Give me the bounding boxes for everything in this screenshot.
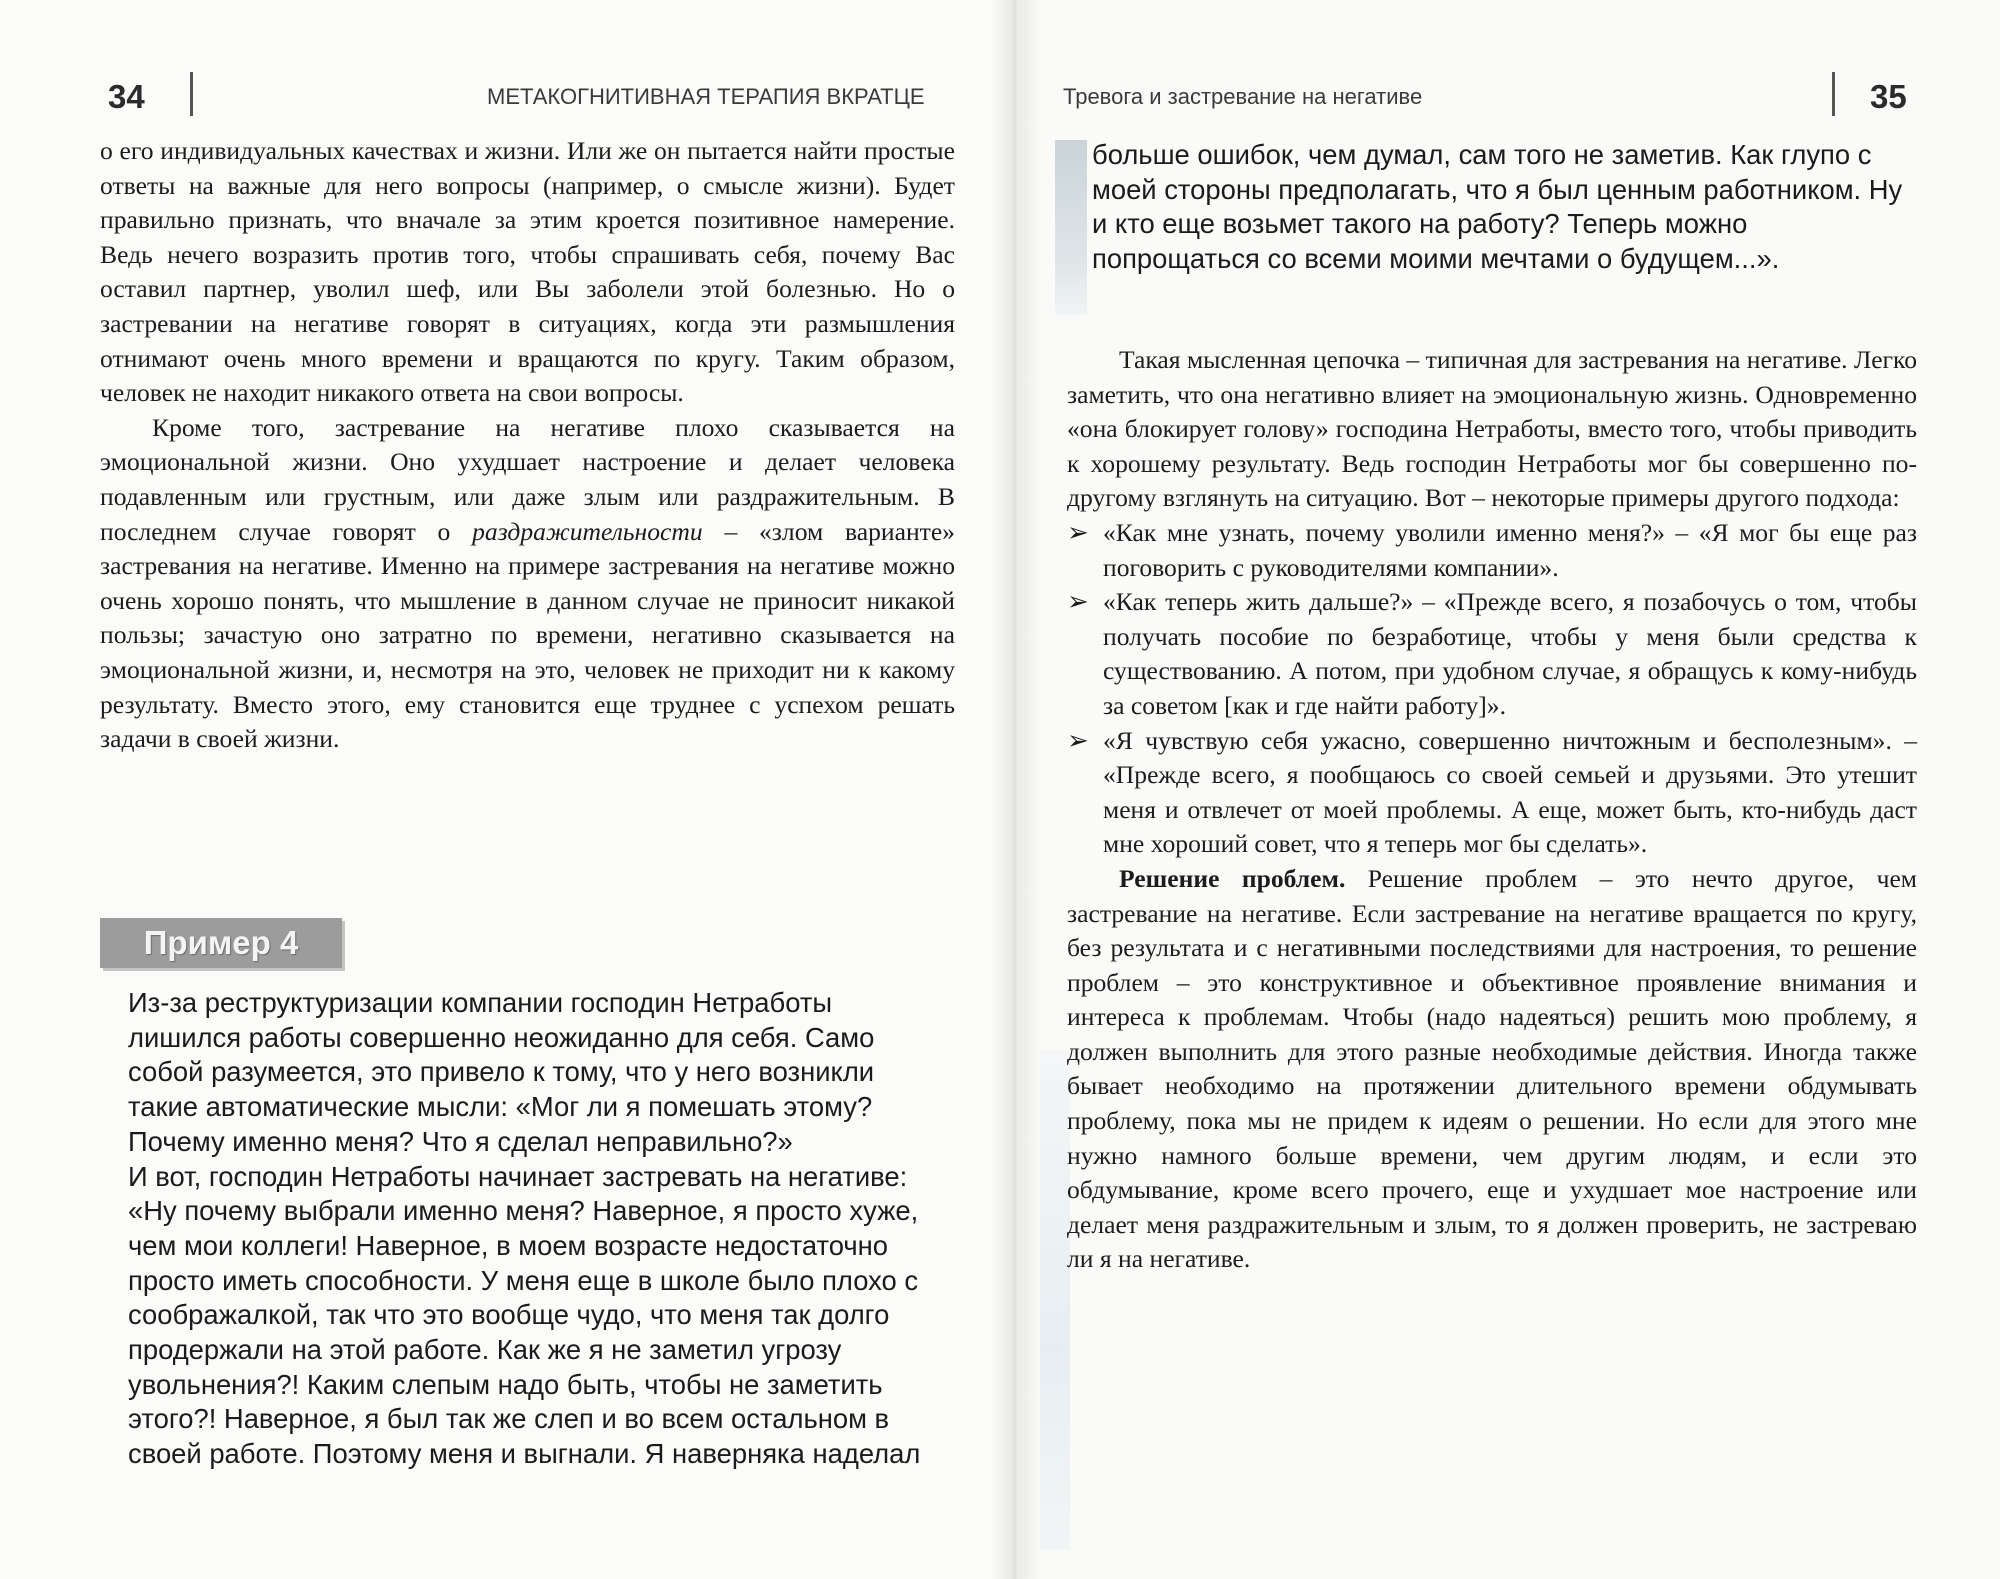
- list-item-text: «Как мне узнать, почему уволили именно меня?» – «Я мог бы еще раз поговорить с руководителями компании».: [1103, 517, 1917, 582]
- left-paragraph-2: [100, 411, 955, 757]
- list-item: [1067, 516, 1917, 585]
- example-shade-bar: [1055, 140, 1087, 315]
- right-paragraph-1: Такая мысленная цепочка – типичная для застревания на негативе. Легко заметить, что она негативно влияет на эмоциональную жизнь. Одновременно «она блокирует голову» господина Нетработы, вместо того, чтобы приводить к хорошему результату. Ведь господин Нетработы мог бы совершенно по-другому взглянуть на ситуацию. Вот – некоторые примеры другого подхода:: [1067, 345, 1917, 513]
- list-item: [1067, 585, 1917, 723]
- list-item-text: «Как теперь жить дальше?» – «Прежде всего, я позабочусь о том, чтобы получать пособие по безработице, чтобы у меня были средства к существованию. А потом, при удобном случае, я обращусь к кому-нибудь за советом [как и где найти работу]».: [1103, 587, 1917, 720]
- left-paragraph-2-start: Кроме того, застревание на негативе плохо сказывается на эмоциональной жизни. Оно ухудшает настроение и делает человека подавленным или грустным, или даже злым или раздражительным. В последнем случае говорят о: [100, 412, 955, 546]
- left-body-text: [100, 134, 955, 757]
- example-paragraph-1: Из-за реструктуризации компании господин Нетработы лишился работы совершенно неожиданно для себя. Само собой разумеется, это привело к тому, что у него возникли такие автоматические мысли: «Мог ли я помешать этому? Почему именно меня? Что я сделал неправильно?»: [128, 987, 875, 1157]
- example-paragraph-2: И вот, господин Нетработы начинает застревать на негативе: «Ну почему выбрали именно меня? Наверное, я просто хуже, чем мои коллеги! Наверное, в моем возрасте недостаточно просто иметь способности. У меня еще в школе было плохо с соображалкой, так что это вообще чудо, что меня так долго продержали на этой работе. Как же я не заметил угрозу увольнения?! Каким слепым надо быть, чтобы не заметить этого?! Наверное, я был так же слеп и во всем остальном в своей работе. Поэтому меня и выгнали. Я наверняка наделал: [128, 1160, 921, 1470]
- list-item: [1067, 724, 1917, 862]
- arrow-bullet-icon: ➢: [1067, 517, 1089, 548]
- right-body-text: [1067, 343, 1917, 1277]
- example-label: Пример 4: [100, 918, 342, 968]
- book-gutter: [990, 0, 1040, 1579]
- page-shadow: [1040, 1050, 1070, 1550]
- example-continuation: больше ошибок, чем думал, сам того не заметив. Как глупо с моей стороны предполагать, что я был ценным работником. Ну и кто еще возьмет такого на работу? Теперь можно попрощаться со всеми моими мечтами о будущем...».: [1092, 139, 1903, 275]
- right-paragraph-2-text: Решение проблем – это нечто другое, чем застревание на негативе. Если застревание на негативе вращается по кругу, без результата и с негативными последствиями для настроения, то решение проблем – это конструктивное и объективное проявление внимания и интереса к проблемам. Чтобы (надо надеяться) решить мою проблему, я должен выполнить для этого разные необходимые действия. Иногда также бывает необходимо на протяжении длительного времени обдумывать проблему, пока мы не придем к идеям о решении. Но если для этого мне нужно намного больше времени, чем другим людям, и если это обдумывание, кроме всего прочего, еще и ухудшает мое настроение или делает меня раздражительным и злым, то я должен проверить, не застреваю ли я на негативе.: [1067, 863, 1917, 1274]
- list-item-text: «Я чувствую себя ужасно, совершенно ничтожным и бесполезным». – «Прежде всего, я пообщаюсь со своей семьей и друзьями. Это утешит меня и отвлечет от моей проблемы. А еще, может быть, кто-нибудь даст мне хороший совет, что я теперь мог бы сделать».: [1103, 725, 1917, 859]
- example-text-right: [1092, 138, 1912, 277]
- left-page-number: 34: [108, 78, 145, 115]
- section-lead-bold: Решение проблем.: [1119, 863, 1346, 893]
- right-page-number: 35: [1870, 78, 1907, 115]
- arrow-bullet-icon: ➢: [1067, 725, 1089, 756]
- left-paragraph-1: о его индивидуальных качествах и жизни. Или же он пытается найти простые ответы на важные для него вопросы (например, о смысле жизни). Будет правильно признать, что вначале за этим кроется позитивное намерение. Ведь нечего возразить против того, чтобы спрашивать себя, почему Вас оставил партнер, уволил шеф, или Вы заболели этой болезнью. Но о застревании на негативе говорят в ситуациях, когда эти размышления отнимают очень много времени и вращаются по кругу. Таким образом, человек не находит никакого ответа на свои вопросы.: [100, 136, 955, 408]
- right-header-rule: [1832, 72, 1835, 116]
- right-paragraph-2: [1067, 862, 1917, 1277]
- left-running-head: МЕТАКОГНИТИВНАЯ ТЕРАПИЯ ВКРАТЦЕ: [487, 84, 925, 109]
- arrow-bullet-icon: ➢: [1067, 587, 1089, 618]
- approach-list: [1067, 516, 1917, 862]
- left-paragraph-2-italic: раздражительности: [472, 516, 703, 546]
- left-header-rule: [190, 72, 193, 116]
- right-running-head: Тревога и застревание на негативе: [1063, 84, 1423, 109]
- left-paragraph-2-end: – «злом варианте» застревания на негативе. Именно на примере застревания на негативе можно очень хорошо понять, что мышление в данном случае не приносит никакой пользы; зачастую оно затратно по времени, негативно сказывается на эмоциональной жизни, и, несмотря на это, человек не приходит ни к какому результату. Вместо этого, ему становится еще труднее с успехом решать задачи в своей жизни.: [100, 516, 955, 754]
- example-text-left: [128, 986, 928, 1472]
